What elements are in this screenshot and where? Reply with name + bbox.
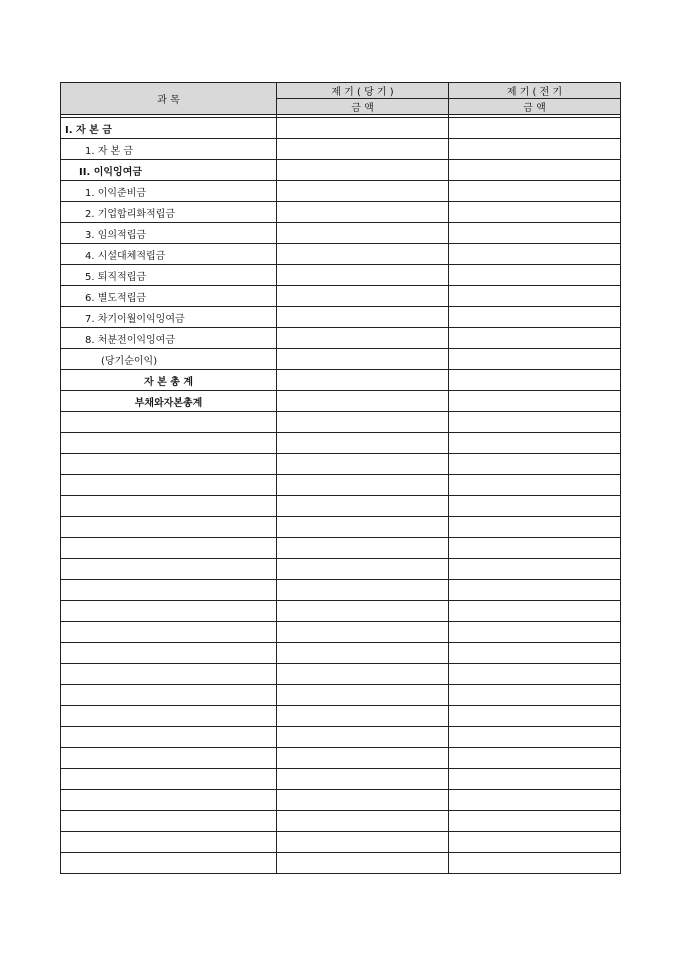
row-label: 2. 기업합리화적립금 [61, 202, 277, 223]
current-amount-cell[interactable] [277, 412, 449, 433]
current-amount-cell[interactable] [277, 727, 449, 748]
current-amount-cell[interactable] [277, 307, 449, 328]
empty-row [61, 559, 621, 580]
table-row [61, 265, 621, 286]
row-label: 7. 차기이월이익잉여금 [61, 307, 277, 328]
prior-amount-cell[interactable] [449, 685, 621, 706]
table-row [61, 244, 621, 265]
current-amount-cell[interactable] [277, 601, 449, 622]
row-label: 8. 처분전이익잉여금 [61, 328, 277, 349]
prior-amount-cell[interactable] [449, 223, 621, 244]
table-row [61, 328, 621, 349]
row-label: 4. 시설대체적립금 [61, 244, 277, 265]
prior-amount-cell[interactable] [449, 580, 621, 601]
subject-cell[interactable] [61, 454, 277, 475]
current-amount-cell[interactable] [277, 769, 449, 790]
table-row [61, 307, 621, 328]
current-amount-cell[interactable] [277, 139, 449, 160]
subject-cell[interactable] [61, 769, 277, 790]
current-amount-cell[interactable] [277, 433, 449, 454]
subject-cell[interactable] [61, 517, 277, 538]
empty-row [61, 664, 621, 685]
subject-cell[interactable] [61, 433, 277, 454]
empty-row [61, 685, 621, 706]
row-label: 1. 자 본 금 [61, 139, 277, 160]
prior-amount-cell[interactable] [449, 832, 621, 853]
prior-amount-cell[interactable] [449, 601, 621, 622]
current-amount-cell[interactable] [277, 643, 449, 664]
empty-row [61, 727, 621, 748]
current-amount-cell[interactable] [277, 496, 449, 517]
current-amount-cell[interactable] [277, 622, 449, 643]
prior-amount-cell[interactable] [449, 202, 621, 223]
subject-cell[interactable] [61, 748, 277, 769]
subject-cell[interactable] [61, 811, 277, 832]
prior-amount-cell[interactable] [449, 391, 621, 412]
subject-cell[interactable] [61, 601, 277, 622]
prior-amount-cell[interactable] [449, 622, 621, 643]
current-amount-cell[interactable] [277, 244, 449, 265]
amount-current-header: 금 액 [277, 99, 449, 115]
subject-cell[interactable] [61, 790, 277, 811]
prior-amount-cell[interactable] [449, 811, 621, 832]
current-amount-cell[interactable] [277, 664, 449, 685]
current-amount-cell[interactable] [277, 580, 449, 601]
row-label: 1. 이익준비금 [61, 181, 277, 202]
empty-row [61, 622, 621, 643]
prior-amount-cell[interactable] [449, 664, 621, 685]
current-amount-cell[interactable] [277, 265, 449, 286]
current-amount-cell[interactable] [277, 790, 449, 811]
current-amount-cell[interactable] [277, 286, 449, 307]
subject-cell[interactable] [61, 496, 277, 517]
prior-amount-cell[interactable] [449, 370, 621, 391]
prior-amount-cell[interactable] [449, 433, 621, 454]
prior-amount-cell[interactable] [449, 412, 621, 433]
subject-cell[interactable] [61, 622, 277, 643]
empty-row [61, 601, 621, 622]
current-amount-cell[interactable] [277, 559, 449, 580]
current-amount-cell[interactable] [277, 853, 449, 874]
prior-amount-cell[interactable] [449, 517, 621, 538]
subject-cell[interactable] [61, 580, 277, 601]
empty-row [61, 454, 621, 475]
balance-sheet-form [60, 82, 620, 874]
current-amount-cell[interactable] [277, 118, 449, 139]
subject-cell[interactable] [61, 727, 277, 748]
empty-row [61, 706, 621, 727]
row-label: 3. 임의적립금 [61, 223, 277, 244]
empty-row [61, 475, 621, 496]
empty-row [61, 811, 621, 832]
subject-cell[interactable] [61, 685, 277, 706]
row-label: 6. 별도적립금 [61, 286, 277, 307]
subject-cell[interactable] [61, 559, 277, 580]
empty-row [61, 853, 621, 874]
subject-header: 과 목 [61, 83, 277, 115]
empty-row [61, 517, 621, 538]
prior-period-header: 제 기 ( 전 기 [449, 83, 621, 99]
table-row [61, 181, 621, 202]
amount-prior-header: 금 액 [449, 99, 621, 115]
table-row [61, 391, 621, 412]
subject-cell[interactable] [61, 706, 277, 727]
prior-amount-cell[interactable] [449, 454, 621, 475]
prior-amount-cell[interactable] [449, 748, 621, 769]
subject-cell[interactable] [61, 475, 277, 496]
current-amount-cell[interactable] [277, 748, 449, 769]
row-label: 자 본 총 계 [61, 370, 277, 391]
prior-amount-cell[interactable] [449, 643, 621, 664]
prior-amount-cell[interactable] [449, 286, 621, 307]
prior-amount-cell[interactable] [449, 181, 621, 202]
prior-amount-cell[interactable] [449, 307, 621, 328]
table-row [61, 223, 621, 244]
subject-cell[interactable] [61, 832, 277, 853]
prior-amount-cell[interactable] [449, 349, 621, 370]
table-row [61, 139, 621, 160]
empty-row [61, 790, 621, 811]
current-amount-cell[interactable] [277, 160, 449, 181]
empty-row [61, 832, 621, 853]
current-amount-cell[interactable] [277, 538, 449, 559]
prior-amount-cell[interactable] [449, 475, 621, 496]
current-amount-cell[interactable] [277, 349, 449, 370]
empty-row [61, 643, 621, 664]
current-amount-cell[interactable] [277, 391, 449, 412]
current-amount-cell[interactable] [277, 328, 449, 349]
table-row [61, 370, 621, 391]
current-amount-cell[interactable] [277, 181, 449, 202]
prior-amount-cell[interactable] [449, 118, 621, 139]
prior-amount-cell[interactable] [449, 538, 621, 559]
empty-row [61, 433, 621, 454]
row-label: 5. 퇴직적립금 [61, 265, 277, 286]
current-amount-cell[interactable] [277, 202, 449, 223]
prior-amount-cell[interactable] [449, 244, 621, 265]
table-row [61, 118, 621, 139]
current-amount-cell[interactable] [277, 811, 449, 832]
empty-row [61, 769, 621, 790]
row-label: II. 이익잉여금 [61, 160, 277, 181]
prior-amount-cell[interactable] [449, 853, 621, 874]
table-row [61, 286, 621, 307]
table-row [61, 160, 621, 181]
prior-amount-cell[interactable] [449, 727, 621, 748]
prior-amount-cell[interactable] [449, 559, 621, 580]
subject-cell[interactable] [61, 412, 277, 433]
prior-amount-cell[interactable] [449, 139, 621, 160]
current-amount-cell[interactable] [277, 475, 449, 496]
empty-row [61, 538, 621, 559]
capital-table [60, 82, 621, 874]
subject-cell[interactable] [61, 664, 277, 685]
prior-amount-cell[interactable] [449, 265, 621, 286]
current-amount-cell[interactable] [277, 685, 449, 706]
subject-cell[interactable] [61, 643, 277, 664]
prior-amount-cell[interactable] [449, 328, 621, 349]
row-label: I. 자 본 금 [61, 118, 277, 139]
row-label: 부채와자본총계 [61, 391, 277, 412]
table-row [61, 349, 621, 370]
current-amount-cell[interactable] [277, 517, 449, 538]
table-row [61, 202, 621, 223]
prior-amount-cell[interactable] [449, 160, 621, 181]
empty-row [61, 748, 621, 769]
prior-amount-cell[interactable] [449, 790, 621, 811]
prior-amount-cell[interactable] [449, 769, 621, 790]
empty-row [61, 496, 621, 517]
prior-amount-cell[interactable] [449, 496, 621, 517]
current-amount-cell[interactable] [277, 370, 449, 391]
current-amount-cell[interactable] [277, 454, 449, 475]
row-label: (당기순이익) [61, 349, 277, 370]
empty-row [61, 412, 621, 433]
current-amount-cell[interactable] [277, 832, 449, 853]
current-amount-cell[interactable] [277, 223, 449, 244]
subject-cell[interactable] [61, 853, 277, 874]
prior-amount-cell[interactable] [449, 706, 621, 727]
subject-cell[interactable] [61, 538, 277, 559]
current-amount-cell[interactable] [277, 706, 449, 727]
current-period-header: 제 기 ( 당 기 ) [277, 83, 449, 99]
empty-row [61, 580, 621, 601]
